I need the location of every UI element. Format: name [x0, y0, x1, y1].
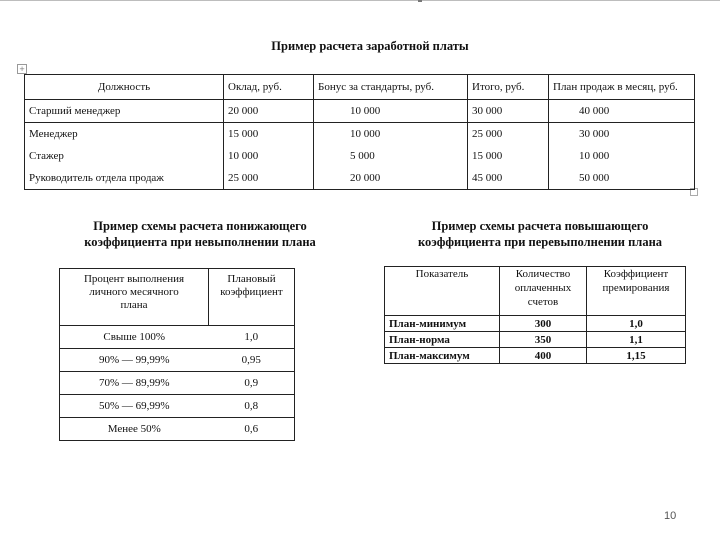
- header-indicator: Показатель: [385, 267, 500, 316]
- cell-plan-percent: 70% — 89,99%: [60, 372, 209, 395]
- increase-title-line2: коэффициента при перевыполнении плана: [417, 235, 663, 249]
- cell-paid-invoices: 400: [500, 348, 587, 364]
- header-planned-coefficient-line1: Плановый: [227, 273, 276, 285]
- increase-title-line1: Пример схемы расчета повышающего: [431, 219, 649, 233]
- table-row: [60, 326, 295, 349]
- increase-coefficient-table: [384, 266, 686, 364]
- table-row: [25, 100, 695, 123]
- cell-salary: 15 000: [224, 123, 314, 146]
- cell-sales-plan: 10 000: [549, 145, 695, 167]
- header-paid-invoices-line2: оплаченных: [514, 282, 572, 294]
- table-row: [25, 145, 695, 167]
- top-marker: [418, 0, 422, 2]
- table-row: [385, 332, 686, 348]
- table-row: [385, 348, 686, 364]
- cell-coefficient: 0,9: [209, 372, 295, 395]
- decrease-title-line2: коэффициента при невыполнении плана: [84, 235, 316, 249]
- cell-paid-invoices: 300: [500, 316, 587, 332]
- cell-total: 15 000: [468, 145, 549, 167]
- cell-position: Старший менеджер: [25, 100, 224, 123]
- decrease-title-line1: Пример схемы расчета понижающего: [93, 219, 307, 233]
- salary-table: [24, 74, 695, 190]
- cell-plan-percent: Менее 50%: [60, 418, 209, 441]
- header-paid-invoices-line1: Количество: [515, 268, 571, 280]
- table-row: [25, 123, 695, 146]
- slide-top-border: [0, 0, 720, 1]
- cell-sales-plan: 40 000: [549, 100, 695, 123]
- cell-position: Менеджер: [25, 123, 224, 146]
- decrease-coefficient-title: [50, 218, 350, 250]
- cell-sales-plan: 30 000: [549, 123, 695, 146]
- cell-bonus-coefficient: 1,0: [587, 316, 686, 332]
- page-number: 10: [664, 510, 677, 522]
- cell-indicator: План-максимум: [385, 348, 500, 364]
- header-salary: Оклад, руб.: [224, 75, 314, 100]
- cell-coefficient: 0,6: [209, 418, 295, 441]
- header-paid-invoices-line3: счетов: [527, 296, 559, 308]
- header-plan-percent-line3: плана: [120, 299, 148, 311]
- cell-bonus-coefficient: 1,15: [587, 348, 686, 364]
- header-planned-coefficient: [209, 269, 295, 326]
- table-row: [60, 349, 295, 372]
- cell-indicator: План-минимум: [385, 316, 500, 332]
- cell-total: 45 000: [468, 167, 549, 190]
- header-sales-plan: План продаж в месяц, руб.: [549, 75, 695, 100]
- table-move-handle-icon[interactable]: +: [17, 64, 27, 74]
- salary-table-title: Пример расчета заработной платы: [271, 39, 469, 53]
- decrease-coefficient-table: [59, 268, 295, 441]
- cell-plan-percent: Свыше 100%: [60, 326, 209, 349]
- cell-total: 25 000: [468, 123, 549, 146]
- table-header-row: [60, 269, 295, 326]
- cell-position: Руководитель отдела продаж: [25, 167, 224, 190]
- header-bonus-coefficient-line2: премирования: [602, 282, 670, 294]
- cell-coefficient: 0,95: [209, 349, 295, 372]
- header-bonus-coefficient-line1: Коэффициент: [603, 268, 669, 280]
- increase-coefficient-title: [390, 218, 690, 250]
- cell-coefficient: 1,0: [209, 326, 295, 349]
- header-paid-invoices: [500, 267, 587, 316]
- cell-paid-invoices: 350: [500, 332, 587, 348]
- table-row: [25, 167, 695, 190]
- table-row: [60, 395, 295, 418]
- header-bonus-coefficient: [587, 267, 686, 316]
- cell-indicator: План-норма: [385, 332, 500, 348]
- cell-total: 30 000: [468, 100, 549, 123]
- header-plan-percent-line1: Процент выполнения: [83, 273, 185, 285]
- header-planned-coefficient-line2: коэффициент: [220, 286, 283, 298]
- cell-sales-plan: 50 000: [549, 167, 695, 190]
- cell-salary: 10 000: [224, 145, 314, 167]
- header-plan-percent-line2: личного месячного: [89, 286, 179, 298]
- cell-bonus: 10 000: [314, 123, 468, 146]
- cell-plan-percent: 90% — 99,99%: [60, 349, 209, 372]
- table-row: [60, 372, 295, 395]
- cell-bonus: 10 000: [314, 100, 468, 123]
- cell-coefficient: 0,8: [209, 395, 295, 418]
- table-row: [60, 418, 295, 441]
- cell-position: Стажер: [25, 145, 224, 167]
- cell-bonus-coefficient: 1,1: [587, 332, 686, 348]
- cell-bonus: 5 000: [314, 145, 468, 167]
- header-bonus: Бонус за стандарты, руб.: [314, 75, 468, 100]
- table-row: [385, 316, 686, 332]
- table-header-row: [385, 267, 686, 316]
- cell-bonus: 20 000: [314, 167, 468, 190]
- table-header-row: [25, 75, 695, 100]
- header-plan-percent: [60, 269, 209, 326]
- header-position: Должность: [25, 75, 224, 100]
- cell-salary: 25 000: [224, 167, 314, 190]
- cell-salary: 20 000: [224, 100, 314, 123]
- header-total: Итого, руб.: [468, 75, 549, 100]
- cell-plan-percent: 50% — 69,99%: [60, 395, 209, 418]
